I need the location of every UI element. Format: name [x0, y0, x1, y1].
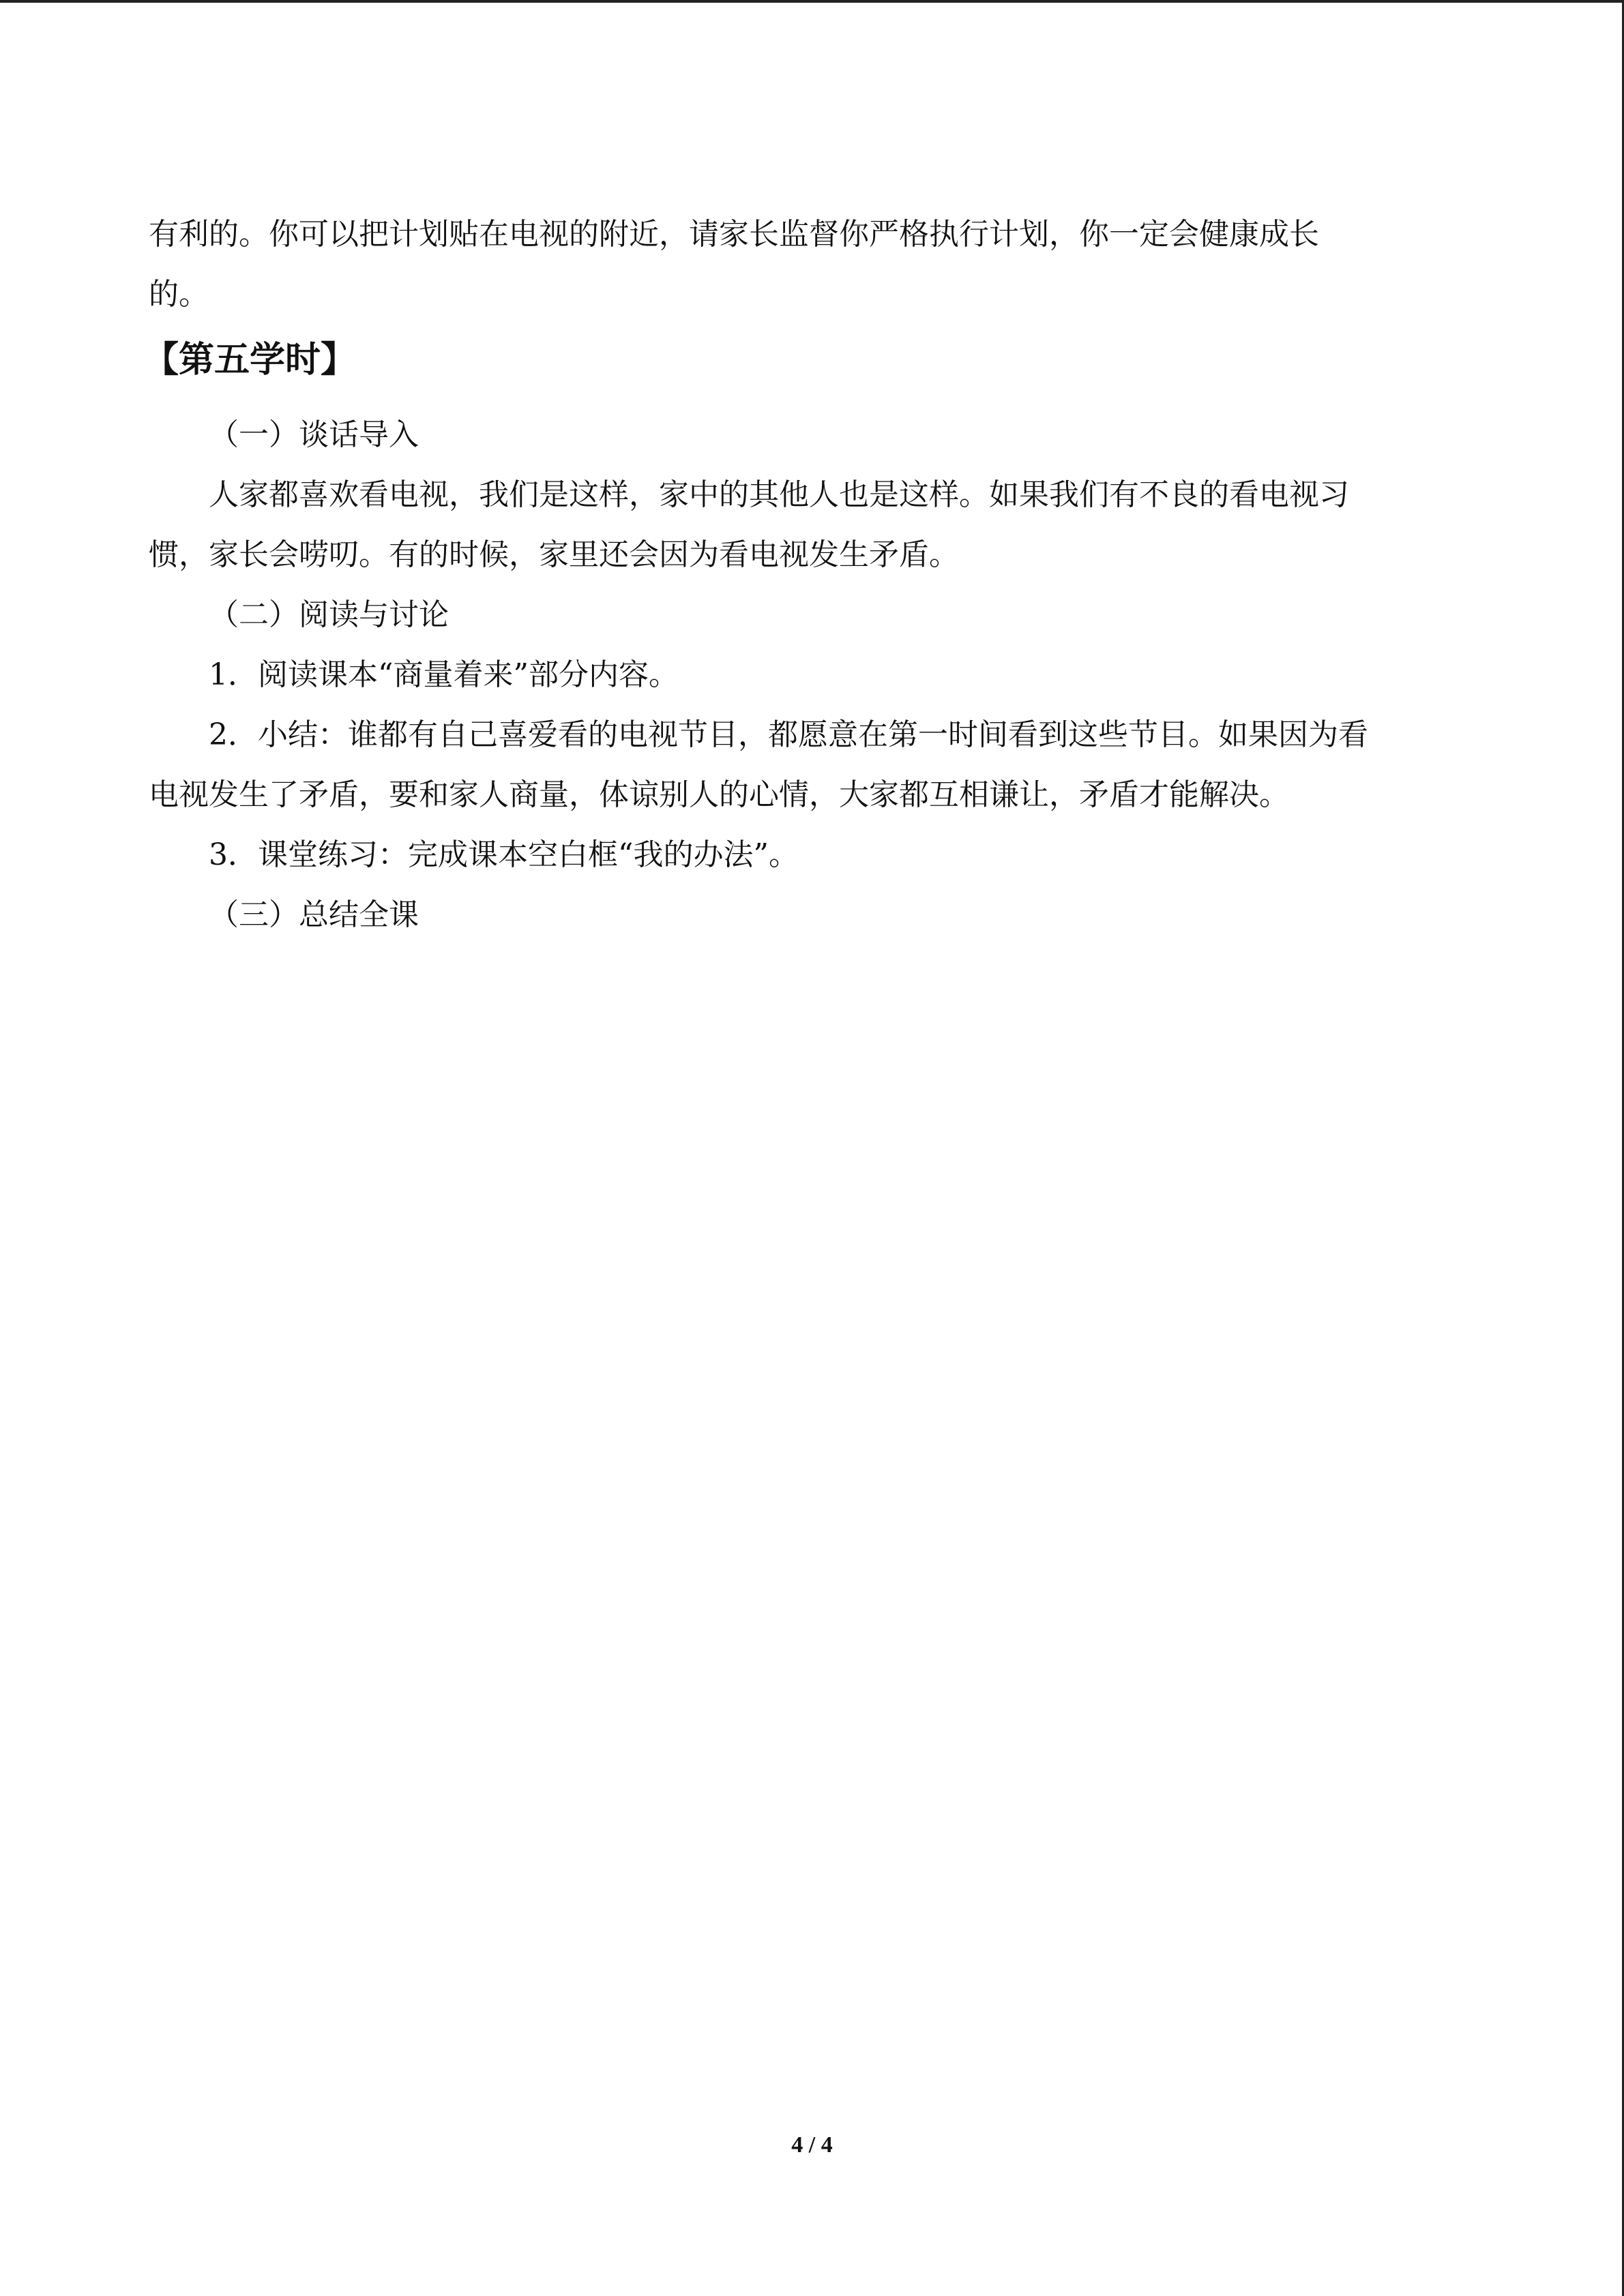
section2-item-3: 3．课堂练习：完成课本空白框“我的办法”。 — [209, 837, 799, 872]
page-number: 4 / 4 — [791, 2132, 833, 2158]
top-border-rule — [0, 0, 1624, 3]
section1-title: （一）谈话导入 — [209, 417, 419, 452]
page-body — [143, 205, 1479, 945]
section1-paragraph-line-2: 惯，家长会唠叨。有的时候，家里还会因为看电视发生矛盾。 — [149, 537, 959, 572]
section-heading: 【第五学时】 — [143, 340, 357, 381]
continuation-line-2: 的。 — [149, 277, 209, 312]
section2-title: （二）阅读与讨论 — [209, 597, 449, 632]
section2-item-2-line-2: 电视发生了矛盾，要和家人商量，体谅别人的心情，大家都互相谦让，矛盾才能解决。 — [149, 777, 1289, 812]
section2-item-2-line-1: 2．小结：谁都有自己喜爱看的电视节目，都愿意在第一时间看到这些节目。如果因为看 — [209, 717, 1368, 752]
section2-item-1: 1．阅读课本“商量着来”部分内容。 — [209, 657, 679, 692]
section3-title: （三）总结全课 — [209, 897, 419, 932]
section1-paragraph-line-1: 人家都喜欢看电视，我们是这样，家中的其他人也是这样。如果我们有不良的看电视习 — [209, 477, 1349, 512]
continuation-line-1: 有利的。你可以把计划贴在电视的附近，请家长监督你严格执行计划，你一定会健康成长 — [149, 217, 1319, 252]
